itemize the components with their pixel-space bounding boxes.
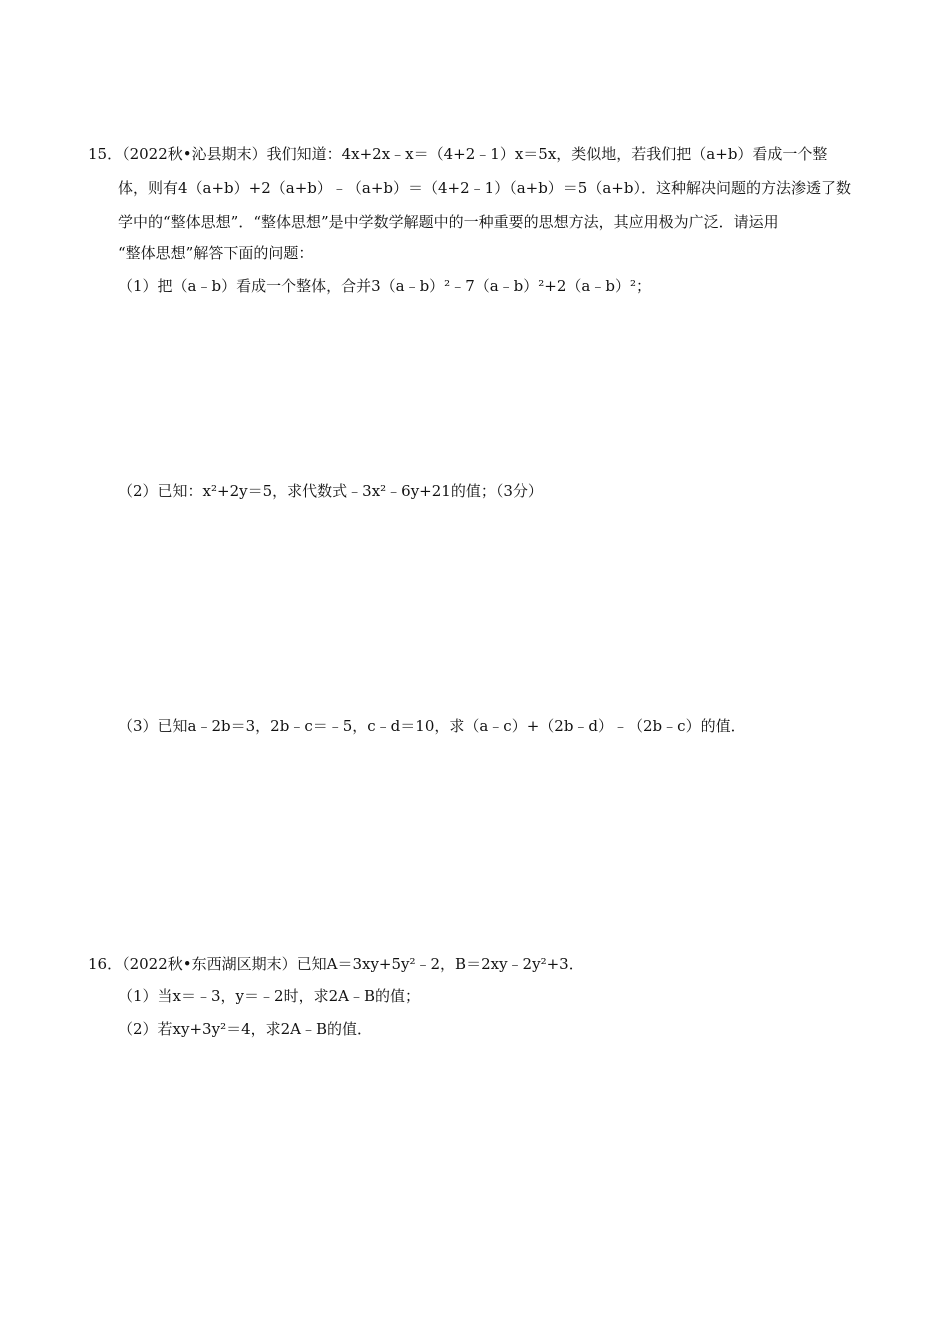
q15-part-2: （2）已知：x²+2y＝5，求代数式﹣3x²﹣6y+21的值；（3分） bbox=[118, 482, 543, 500]
q15-line-4: “整体思想”解答下面的问题： bbox=[118, 244, 314, 262]
q16-part-1: （1）当x＝﹣3，y＝﹣2时，求2A﹣B的值； bbox=[118, 987, 420, 1005]
q15-part-1: （1）把（a﹣b）看成一个整体，合并3（a﹣b）²﹣7（a﹣b）²+2（a﹣b）²； bbox=[118, 277, 651, 295]
q16-line-1: 16．（2022秋•东西湖区期末）已知A＝3xy+5y²﹣2，B＝2xy﹣2y²+3． bbox=[88, 955, 584, 973]
q15-line-1: 15．（2022秋•沁县期末）我们知道：4x+2x﹣x＝（4+2﹣1）x＝5x，类似地，若我们把（a+b）看成一个整 bbox=[88, 145, 828, 163]
q15-part-3: （3）已知a﹣2b＝3，2b﹣c＝﹣5，c﹣d＝10，求（a﹣c）+（2b﹣d）﹣（2b﹣c）的值． bbox=[118, 717, 746, 735]
q15-line-2: 体，则有4（a+b）+2（a+b）﹣（a+b）＝（4+2﹣1）（a+b）＝5（a+b）．这种解决问题的方法渗透了数 bbox=[118, 179, 851, 197]
q15-line-3: 学中的“整体思想”．“整体思想”是中学数学解题中的一种重要的思想方法，其应用极为广泛．请运用 bbox=[118, 213, 779, 231]
q16-part-2: （2）若xy+3y²＝4，求2A﹣B的值． bbox=[118, 1020, 373, 1038]
